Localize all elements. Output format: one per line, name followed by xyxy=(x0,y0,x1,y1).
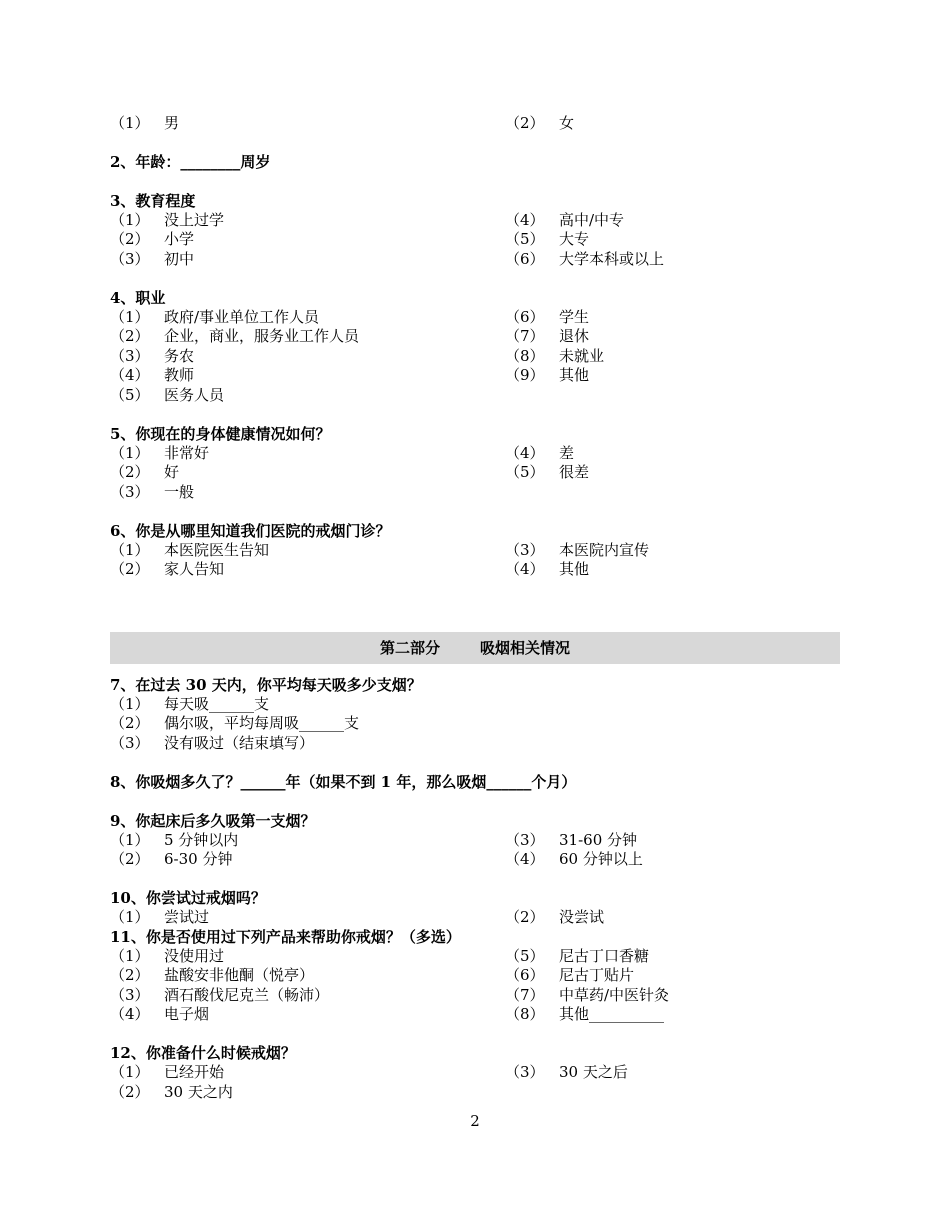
option-text: 没尝试 xyxy=(559,908,605,926)
option-text: 一般 xyxy=(164,483,195,501)
option-text: 电子烟 xyxy=(164,1005,210,1023)
option-text: 医务人员 xyxy=(164,386,225,404)
option-row xyxy=(110,229,194,249)
option-text: 差 xyxy=(559,444,575,462)
question-10: 10、你尝试过戒烟吗？ xyxy=(110,889,266,907)
option-number: （1） xyxy=(110,1063,150,1081)
option-text: 大专 xyxy=(559,230,590,248)
option-number: （2） xyxy=(110,966,150,984)
option-text: 务农 xyxy=(164,347,195,365)
option-number: （7） xyxy=(505,986,545,1004)
option-number: （3） xyxy=(110,347,150,365)
option-row xyxy=(505,559,589,579)
section-title: 吸烟相关情况 xyxy=(480,639,571,657)
option-text: 30 天之内 xyxy=(164,1083,233,1101)
option-row xyxy=(110,733,314,753)
option-number: （8） xyxy=(505,347,545,365)
option-number: （6） xyxy=(505,250,545,268)
option-row xyxy=(505,540,649,560)
option-text: 31-60 分钟 xyxy=(559,831,638,849)
option-row xyxy=(505,326,589,346)
option-row xyxy=(505,985,669,1005)
option-row xyxy=(505,907,604,927)
option-text: 本医院医生告知 xyxy=(164,541,270,559)
section-heading-part-2 xyxy=(110,632,840,664)
option-text: 60 分钟以上 xyxy=(559,850,643,868)
option-number: （3） xyxy=(505,831,545,849)
option-row xyxy=(110,113,179,133)
option-number: （3） xyxy=(110,483,150,501)
option-row xyxy=(110,946,224,966)
option-number: （1） xyxy=(110,211,150,229)
option-number: （2） xyxy=(110,850,150,868)
option-row xyxy=(110,385,224,405)
option-number: （4） xyxy=(110,1005,150,1023)
option-row xyxy=(110,307,319,327)
option-row xyxy=(110,713,359,733)
option-number: （2） xyxy=(110,1083,150,1101)
option-text: 没有吸过（结束填写） xyxy=(164,734,315,752)
option-number: （2） xyxy=(505,908,545,926)
option-row xyxy=(505,1004,664,1024)
option-text: 非常好 xyxy=(164,444,210,462)
option-number: （8） xyxy=(505,1005,545,1023)
option-number: （3） xyxy=(505,1063,545,1081)
page-number: 2 xyxy=(470,1112,480,1130)
option-number: （7） xyxy=(505,327,545,345)
option-text: 很差 xyxy=(559,463,590,481)
option-row xyxy=(110,830,238,850)
option-text: 盐酸安非他酮（悦亭） xyxy=(164,966,315,984)
option-text: 酒石酸伐尼克兰（畅沛） xyxy=(164,986,330,1004)
option-text: 每天吸______支 xyxy=(164,695,270,713)
option-number: （5） xyxy=(505,230,545,248)
option-row xyxy=(505,113,574,133)
option-number: （2） xyxy=(110,714,150,732)
option-row xyxy=(505,849,643,869)
option-row xyxy=(505,946,649,966)
option-row xyxy=(110,1004,209,1024)
option-text: 其他__________ xyxy=(559,1005,665,1023)
option-text: 男 xyxy=(164,114,180,132)
option-text: 高中/中专 xyxy=(559,211,625,229)
option-number: （1） xyxy=(110,695,150,713)
option-number: （4） xyxy=(505,850,545,868)
option-row xyxy=(110,1082,233,1102)
option-row xyxy=(110,443,209,463)
option-number: （1） xyxy=(110,947,150,965)
option-number: （2） xyxy=(110,230,150,248)
option-row xyxy=(110,1062,224,1082)
option-text: 政府/事业单位工作人员 xyxy=(164,308,320,326)
option-row xyxy=(110,249,194,269)
option-text: 家人告知 xyxy=(164,560,225,578)
option-number: （6） xyxy=(505,966,545,984)
option-row xyxy=(505,249,664,269)
option-text: 偶尔吸，平均每周吸______支 xyxy=(164,714,360,732)
question-5: 5、你现在的身体健康情况如何？ xyxy=(110,425,331,443)
option-text: 女 xyxy=(559,114,575,132)
question-8: 8、你吸烟多久了？______年（如果不到 1 年，那么吸烟______个月） xyxy=(110,773,577,791)
option-text: 初中 xyxy=(164,250,195,268)
option-number: （4） xyxy=(505,211,545,229)
option-row xyxy=(110,482,194,502)
option-row xyxy=(505,307,589,327)
question-7: 7、在过去 30 天内，你平均每天吸多少支烟？ xyxy=(110,676,422,694)
option-text: 教师 xyxy=(164,366,195,384)
option-number: （1） xyxy=(110,308,150,326)
option-row xyxy=(505,830,637,850)
option-text: 中草药/中医针灸 xyxy=(559,986,670,1004)
question-2: 2、年龄：________周岁 xyxy=(110,153,271,171)
option-row xyxy=(110,907,209,927)
option-text: 其他 xyxy=(559,560,590,578)
question-9: 9、你起床后多久吸第一支烟？ xyxy=(110,812,316,830)
question-4: 4、职业 xyxy=(110,289,166,307)
option-row xyxy=(110,540,269,560)
option-row xyxy=(110,965,314,985)
option-row xyxy=(505,965,634,985)
option-number: （3） xyxy=(110,986,150,1004)
option-text: 没上过学 xyxy=(164,211,225,229)
option-number: （3） xyxy=(110,250,150,268)
option-row xyxy=(110,849,232,869)
option-text: 已经开始 xyxy=(164,1063,225,1081)
option-number: （6） xyxy=(505,308,545,326)
option-row xyxy=(110,210,224,230)
question-3: 3、教育程度 xyxy=(110,192,196,210)
option-text: 尼古丁贴片 xyxy=(559,966,635,984)
section-number: 第二部分 xyxy=(379,639,440,657)
option-row xyxy=(505,229,589,249)
option-row xyxy=(110,985,329,1005)
option-text: 未就业 xyxy=(559,347,605,365)
option-row xyxy=(505,443,574,463)
option-text: 学生 xyxy=(559,308,590,326)
option-text: 30 天之后 xyxy=(559,1063,628,1081)
option-number: （9） xyxy=(505,366,545,384)
option-row xyxy=(110,694,269,714)
option-number: （1） xyxy=(110,831,150,849)
option-text: 好 xyxy=(164,463,180,481)
option-number: （3） xyxy=(505,541,545,559)
option-row xyxy=(110,365,194,385)
option-text: 尼古丁口香糖 xyxy=(559,947,650,965)
option-number: （5） xyxy=(505,947,545,965)
option-text: 小学 xyxy=(164,230,195,248)
option-row xyxy=(110,462,179,482)
option-number: （4） xyxy=(505,560,545,578)
option-row xyxy=(110,559,224,579)
option-text: 其他 xyxy=(559,366,590,384)
option-text: 大学本科或以上 xyxy=(559,250,665,268)
option-text: 6-30 分钟 xyxy=(164,850,233,868)
option-text: 5 分钟以内 xyxy=(164,831,239,849)
option-number: （2） xyxy=(505,114,545,132)
question-6: 6、你是从哪里知道我们医院的戒烟门诊？ xyxy=(110,522,391,540)
option-number: （2） xyxy=(110,463,150,481)
option-number: （1） xyxy=(110,541,150,559)
question-12: 12、你准备什么时候戒烟？ xyxy=(110,1044,296,1062)
option-number: （3） xyxy=(110,734,150,752)
option-number: （1） xyxy=(110,444,150,462)
option-number: （2） xyxy=(110,327,150,345)
option-text: 本医院内宣传 xyxy=(559,541,650,559)
option-number: （5） xyxy=(110,386,150,404)
option-row xyxy=(505,1062,628,1082)
option-text: 企业，商业，服务业工作人员 xyxy=(164,327,360,345)
option-number: （1） xyxy=(110,114,150,132)
option-text: 没使用过 xyxy=(164,947,225,965)
option-row xyxy=(505,365,589,385)
option-number: （4） xyxy=(110,366,150,384)
option-text: 退休 xyxy=(559,327,590,345)
option-row xyxy=(505,210,624,230)
option-row xyxy=(110,326,359,346)
option-number: （4） xyxy=(505,444,545,462)
option-number: （1） xyxy=(110,908,150,926)
option-row xyxy=(505,462,589,482)
option-number: （5） xyxy=(505,463,545,481)
question-11: 11、你是否使用过下列产品来帮助你戒烟？（多选） xyxy=(110,928,461,946)
option-row xyxy=(505,346,604,366)
option-row xyxy=(110,346,194,366)
option-text: 尝试过 xyxy=(164,908,210,926)
option-number: （2） xyxy=(110,560,150,578)
